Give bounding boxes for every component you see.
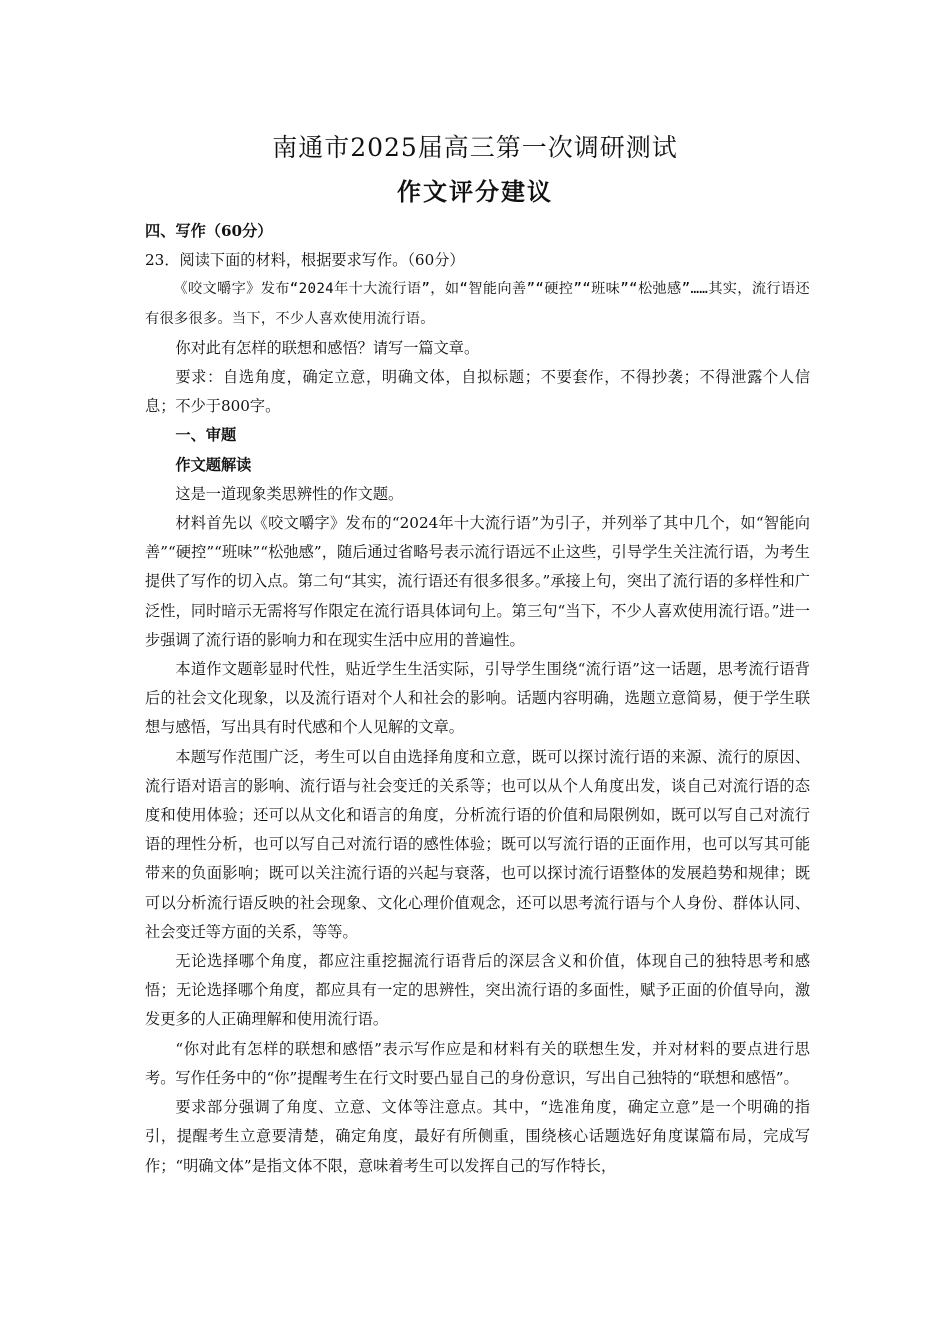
section-heading: 四、写作（60分）	[145, 222, 273, 240]
analysis-paragraph: 无论选择哪个角度，都应注重挖掘流行语背后的深层含义和价值，体现自己的独特思考和感悟；无论选择哪个角度，都应具有一定的思辨性，突出流行语的多面性，赋予正面的价值导向，激发更多的人正确理解和使用流行语。	[145, 952, 810, 1029]
analysis-paragraph: 要求部分强调了角度、立意、文体等注意点。其中，“选准角度，确定立意”是一个明确的指引，提醒考生立意要清楚，确定角度，最好有所侧重，围绕核心话题选好角度谋篇布局，完成写作；“明确文体”是指文体不限，意味着考生可以发挥自己的写作特长，	[145, 1098, 810, 1175]
page-title: 南通市2025届高三第一次调研测试	[272, 133, 678, 162]
question-line: 23．阅读下面的材料，根据要求写作。（60分）	[145, 251, 465, 270]
document-body	[145, 217, 810, 1181]
analysis-paragraph: 本题写作范围广泛，考生可以自由选择角度和立意，既可以探讨流行语的来源、流行的原因、流行语对语言的影响、流行语与社会变迁的关系等；也可以从个人角度出发，谈自己对流行语的态度和使用体验；还可以从文化和语言的角度，分析流行语的价值和局限例如，既可以写自己对流行语的理性分析，也可以写自己对流行语的感性体验；既可以写流行语的正面作用，也可以写其可能带来的负面影响；既可以关注流行语的兴起与衰落，也可以探讨流行语整体的发展趋势和规律；既可以分析流行语反映的社会现象、文化心理价值观念，还可以思考流行语与个人身份、群体认同、社会变迁等方面的关系，等等。	[145, 747, 810, 941]
analysis-paragraph: 材料首先以《咬文嚼字》发布的“2024年十大流行语”为引子，并列举了其中几个，如“智能向善”“硬控”“班味”“松弛感”，随后通过省略号表示流行语远不止这些，引导学生关注流行语，为考生提供了写作的切入点。第二句“其实，流行语还有很多很多。”承接上句，突出了流行语的多样性和广泛性，同时暗示无需将写作限定在流行语具体词句上。第三句“当下，不少人喜欢使用流行语。”进一步强调了流行语的影响力和在现实生活中应用的普遍性。	[145, 514, 810, 649]
prompt-task: 你对此有怎样的联想和感悟？请写一篇文章。	[175, 338, 480, 357]
analysis-heading: 一、审题	[175, 426, 237, 445]
analysis-paragraph: 这是一道现象类思辨性的作文题。	[175, 484, 404, 503]
analysis-paragraph: “你对此有怎样的联想和感悟”表示写作应是和材料有关的联想生发，并对材料的要点进行思考。写作任务中的“你”提醒考生在行文时要凸显自己的身份意识，写出自己独特的“联想和感悟”。	[145, 1039, 810, 1087]
page-subtitle: 作文评分建议	[397, 177, 553, 206]
analysis-subheading: 作文题解读	[175, 455, 252, 474]
analysis-paragraph: 本道作文题彰显时代性，贴近学生生活实际，引导学生围绕“流行语”这一话题，思考流行语背后的社会文化现象，以及流行语对个人和社会的影响。话题内容明确，选题立意简易，便于学生联想与感悟，写出具有时代感和个人见解的文章。	[145, 660, 810, 737]
prompt-requirements: 要求：自选角度，确定立意，明确文体，自拟标题；不要套作，不得抄袭；不得泄露个人信息；不少于800字。	[145, 368, 810, 416]
prompt-material: 《咬文嚼字》发布“2024年十大流行语”，如“智能向善”“硬控”“班味”“松弛感”……其实，流行语还有很多很多。当下，不少人喜欢使用流行语。	[145, 281, 810, 327]
